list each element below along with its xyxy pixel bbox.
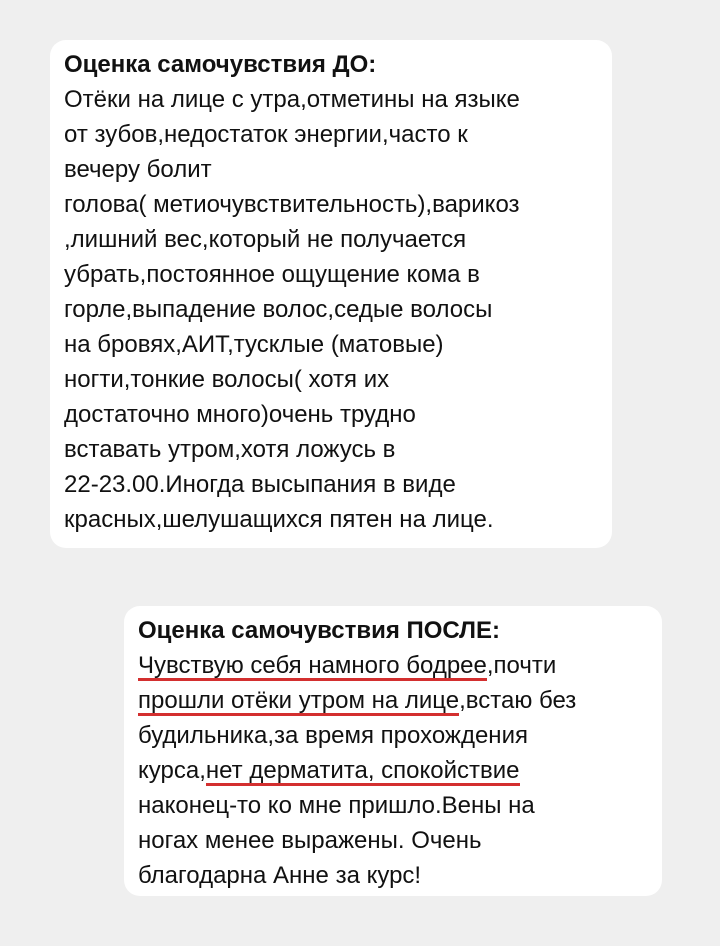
before-line: Отёки на лице с утра,отметины на языке	[64, 86, 520, 113]
before-line: 22-23.00.Иногда высыпания в виде	[64, 471, 456, 498]
before-line: вечеру болит	[64, 156, 212, 183]
after-line: наконец-то ко мне пришло.Вены на	[138, 792, 535, 819]
before-line: голова( метиочувствительность),варикоз	[64, 191, 520, 218]
after-line: ногах менее выражены. Очень	[138, 827, 482, 854]
after-line	[138, 753, 648, 788]
before-line: вставать утром,хотя ложусь в	[64, 436, 396, 463]
before-line: достаточно много)очень трудно	[64, 401, 416, 428]
after-text: курса,	[138, 757, 206, 784]
before-line: ,лишний вес,который не получается	[64, 226, 467, 253]
after-line: будильника,за время прохождения	[138, 722, 528, 749]
underlined-text: прошли отёки утром на лице	[138, 687, 460, 714]
before-line: горле,выпадение волос,седые волосы	[64, 296, 493, 323]
before-line: убрать,постоянное ощущение кома в	[64, 261, 480, 288]
message-bubble-after	[124, 606, 662, 896]
after-line	[138, 648, 648, 683]
underlined-text: Чувствую себя намного бодрее	[138, 652, 487, 679]
before-line: от зубов,недостаток энергии,часто к	[64, 121, 468, 148]
message-bubble-before	[50, 40, 612, 548]
before-line: на бровях,АИТ,тусклые (матовые)	[64, 331, 444, 358]
underlined-text: нет дерматита, спокойствие	[205, 757, 520, 784]
after-text: ,встаю без	[459, 687, 577, 714]
after-line	[138, 683, 648, 718]
before-line: красных,шелушащихся пятен на лице.	[64, 506, 494, 533]
before-title: Оценка самочувствия ДО:	[64, 51, 377, 78]
after-line: благодарна Анне за курс!	[138, 862, 422, 889]
before-line: ногти,тонкие волосы( хотя их	[64, 366, 390, 393]
after-title: Оценка самочувствия ПОСЛЕ:	[138, 617, 500, 644]
after-text: ,почти	[486, 652, 557, 679]
